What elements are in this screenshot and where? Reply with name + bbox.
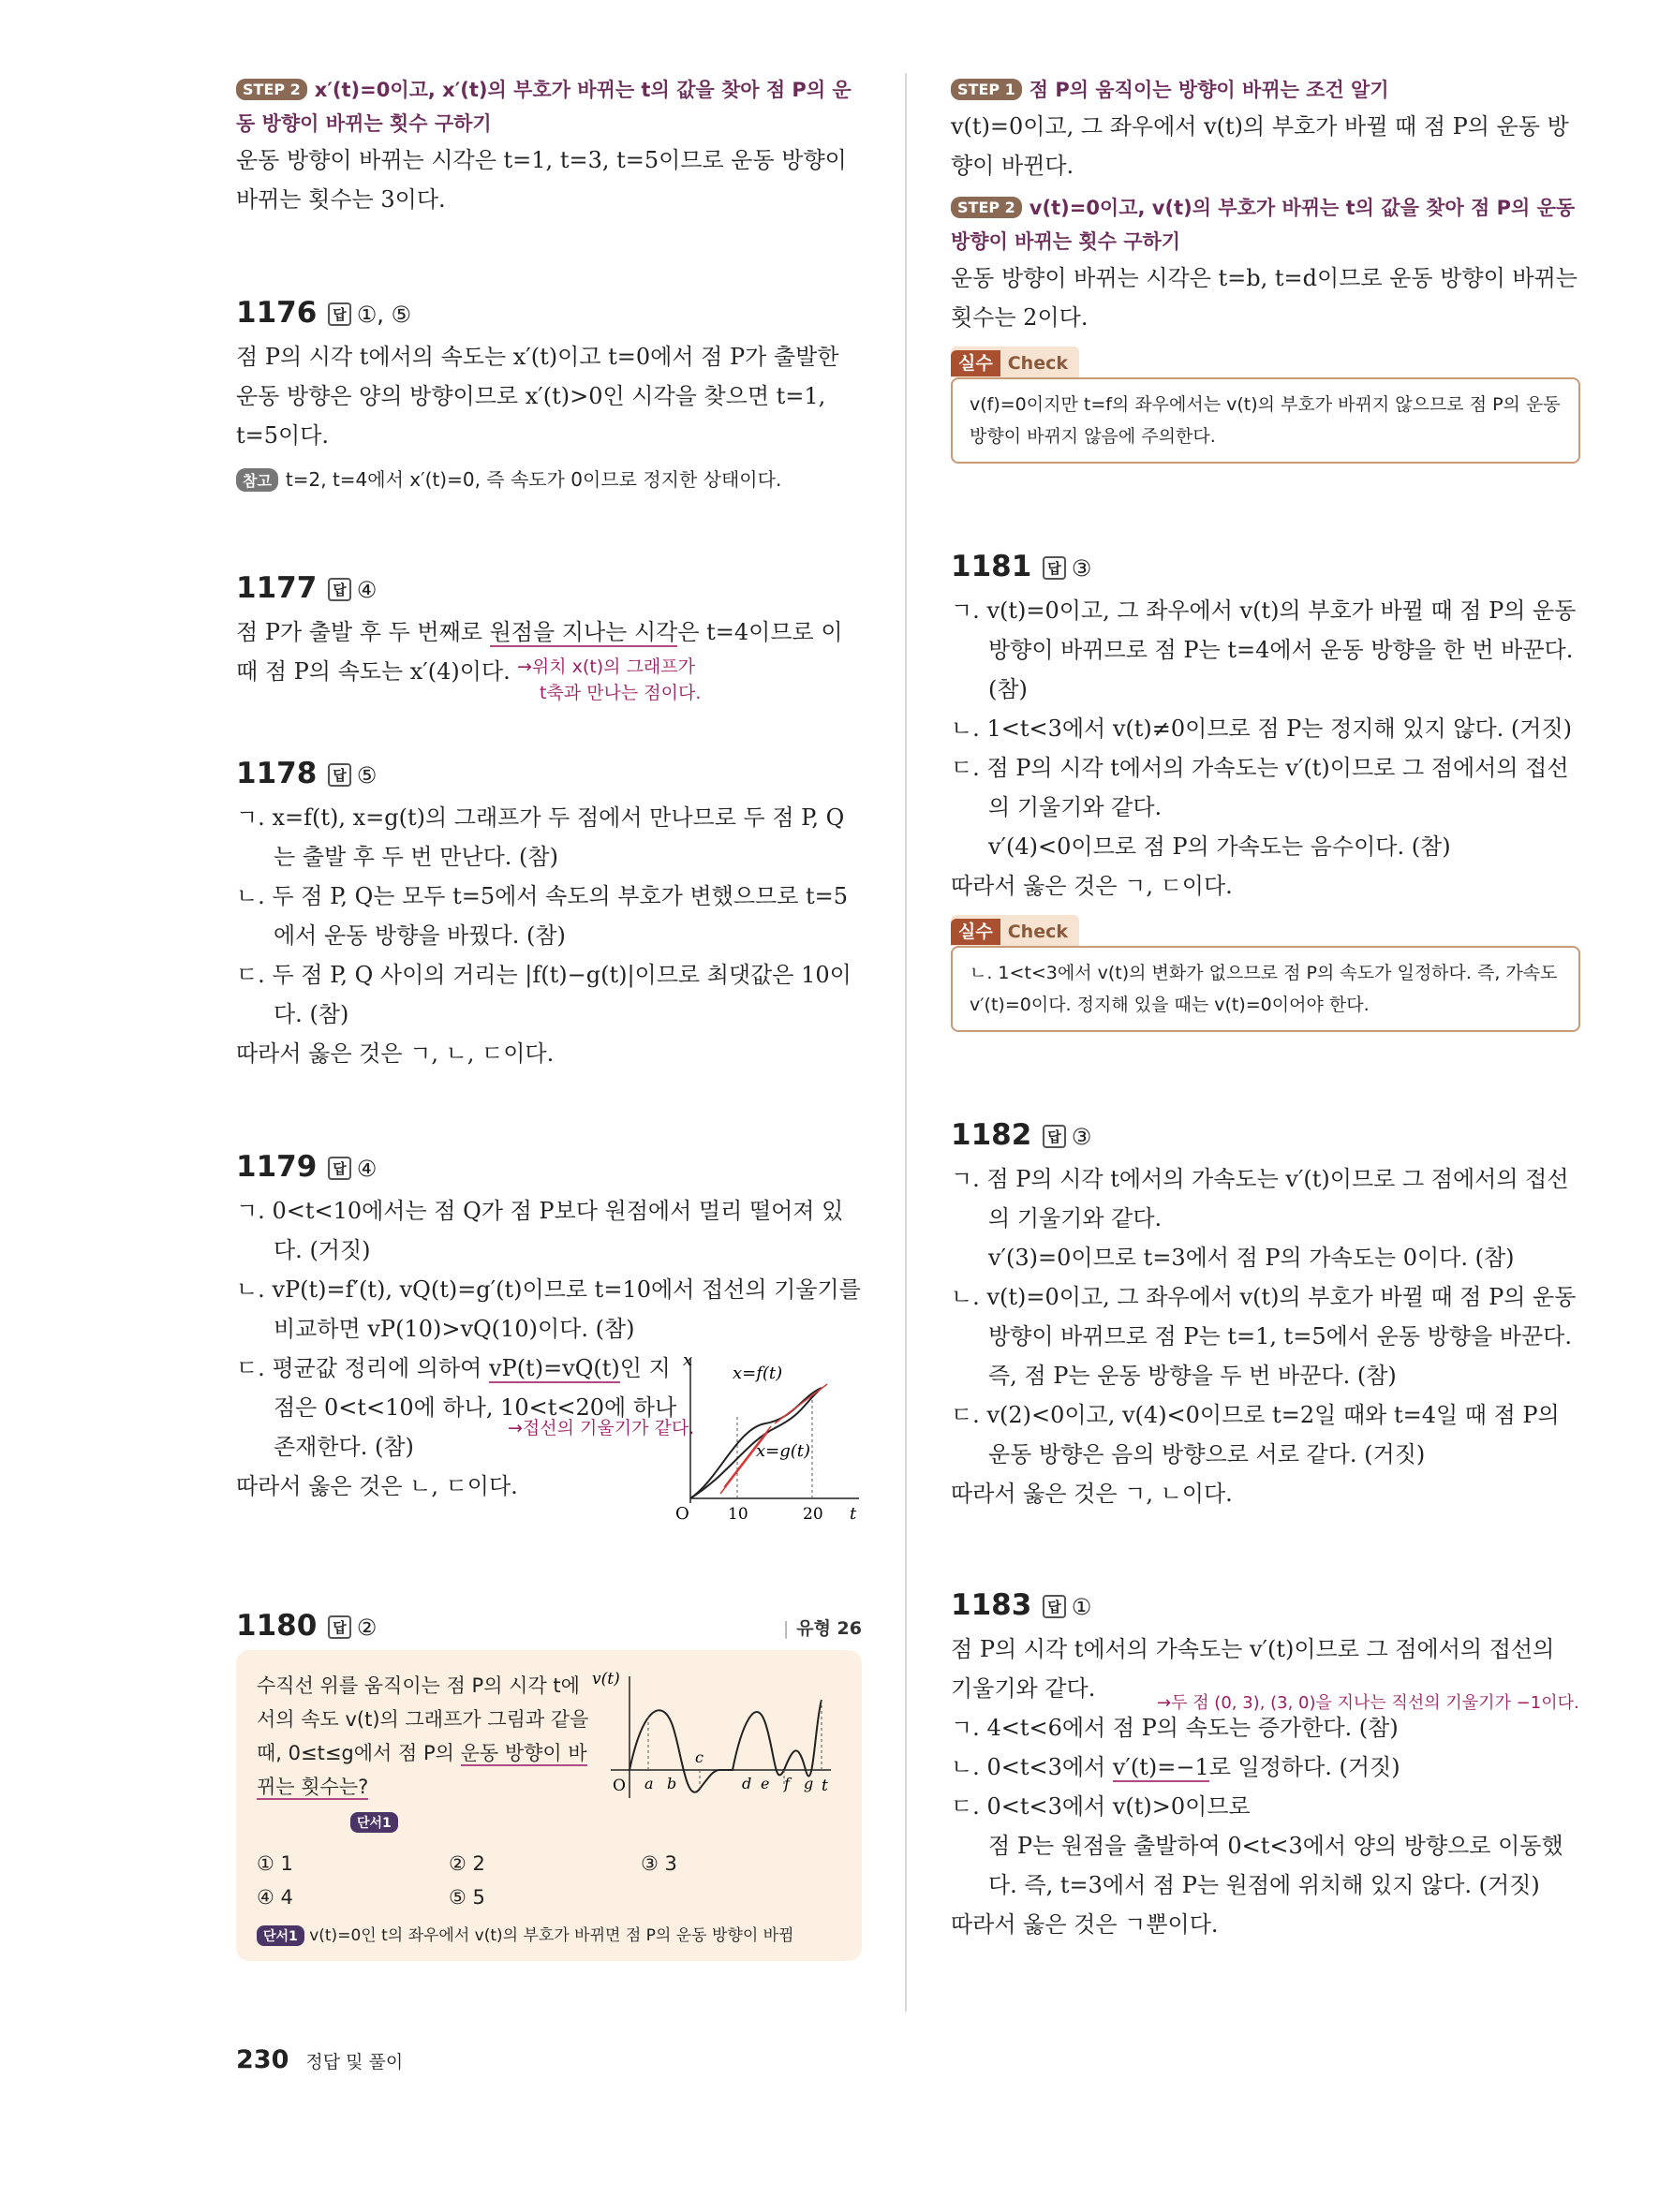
q1179-item-1: ㄱ. 0<t<10에서는 점 Q가 점 P보다 원점에서 멀리 떨어져 있다. (거짓)	[236, 1198, 844, 1263]
q1176-body: 점 P의 시각 t에서의 속도는 x′(t)이고 t=0에서 점 P가 출발한 운동 방향은 양의 방향이므로 x′(t)>0인 시각을 찾으면 t=1, t=5이다.	[236, 344, 839, 449]
label-d: d	[742, 1775, 752, 1792]
q1178-item-3: ㄷ. 두 점 P, Q 사이의 거리는 |f(t)−g(t)|이므로 최댓값은 10이다. (참)	[236, 962, 852, 1027]
step2-badge: STEP 2	[951, 197, 1022, 218]
q1177-body-b: 은 t=4이므로 이때 점 P의 속도는 x′(4)이다.	[236, 619, 843, 685]
right-step1-heading	[951, 73, 1580, 107]
q1180-answer: ②	[356, 1615, 378, 1641]
answer-icon: 답	[1043, 556, 1066, 580]
label-f: f	[784, 1775, 790, 1792]
q1181-item-3b: v′(4)<0이므로 점 P의 가속도는 음수이다. (참)	[988, 833, 1451, 860]
t-axis-label: t	[822, 1777, 828, 1795]
q1181-header	[951, 550, 1580, 583]
q1178-answer: ⑤	[356, 762, 378, 789]
tick-10: 10	[728, 1505, 748, 1524]
q1179-answer: ④	[356, 1156, 378, 1182]
clue-text: v(t)=0인 t의 좌우에서 v(t)의 부호가 바뀌면 점 P의 운동 방향이 바뀜	[309, 1926, 794, 1945]
q1177-header	[236, 571, 862, 605]
footer-label: 정답 및 풀이	[305, 2052, 404, 2072]
step1-badge: STEP 1	[951, 79, 1022, 100]
q1183-number: 1183	[951, 1588, 1032, 1622]
q1179-graph	[662, 1339, 868, 1526]
label-e: e	[761, 1775, 770, 1792]
q1183-item2-b: 로 일정하다. (거짓)	[1208, 1754, 1400, 1780]
q1178-header	[236, 757, 862, 790]
q1177-annot1: →위치 x(t)의 그래프가	[517, 656, 695, 677]
step2-body: 운동 방향이 바뀌는 시각은 t=1, t=3, t=5이므로 운동 방향이 바뀌는 횟수는 3이다.	[236, 147, 847, 213]
g-label: x=g(t)	[756, 1441, 811, 1461]
q1179-header	[236, 1150, 862, 1184]
tangent-3	[775, 1384, 827, 1423]
q1183-item-3: ㄷ. 0<t<3에서 v(t)>0이므로	[951, 1793, 1251, 1820]
step2-heading	[236, 73, 862, 140]
q1180-underlined: 운동 방향이 바뀌는 횟수는?	[257, 1742, 587, 1798]
q1179-item-2: ㄴ. vP(t)=f′(t), vQ(t)=g′(t)이므로 t=10에서 접선의 기울기를 비교하면 vP(10)>vQ(10)이다. (참)	[236, 1276, 861, 1342]
right-column	[951, 73, 1580, 1944]
left-column	[236, 73, 862, 1961]
check-tag: 실수	[951, 350, 1000, 376]
q1179-underlined: vP(t)=vQ(t)	[488, 1355, 620, 1381]
answer-icon: 답	[1043, 1595, 1066, 1618]
v-axis-label: v(t)	[592, 1670, 620, 1688]
choice-1: ① 1	[257, 1852, 293, 1875]
q1180-graph	[592, 1667, 836, 1807]
q1182-answer: ③	[1071, 1124, 1092, 1150]
q1176-header	[236, 296, 862, 330]
q1181-item-3: ㄷ. 점 P의 시각 t에서의 가속도는 v′(t)이므로 그 점에서의 접선의 기울기와 같다.	[951, 755, 1569, 820]
q1180-type: | 유형 26	[783, 1615, 862, 1640]
label-c: c	[695, 1748, 704, 1766]
note-tag: 참고	[236, 468, 278, 492]
q1181-conclusion: 따라서 옳은 것은 ㄱ, ㄷ이다.	[951, 873, 1233, 899]
q1179-annotation: →접선의 기울기가 같다.	[508, 1418, 695, 1438]
q1182-item-1b: v′(3)=0이므로 t=3에서 점 P의 가속도는 0이다. (참)	[988, 1245, 1515, 1271]
choice-3: ③ 3	[641, 1852, 677, 1875]
q1177-body-a: 점 P가 출발 후 두 번째로	[236, 619, 490, 645]
column-divider	[905, 73, 907, 2012]
q1180-number: 1180	[236, 1609, 318, 1643]
q1180-header	[236, 1609, 862, 1643]
choice-5: ⑤ 5	[449, 1886, 485, 1909]
choice-4: ④ 4	[257, 1886, 293, 1909]
page-footer	[236, 2045, 403, 2074]
q1177-answer: ④	[356, 577, 378, 603]
answer-icon: 답	[328, 302, 351, 326]
q1180-problem	[257, 1669, 594, 1837]
label-a: a	[644, 1775, 654, 1792]
q1183-item-1: ㄱ. 4<t<6에서 점 P의 속도는 증가한다. (참)	[951, 1715, 1399, 1741]
q1176-number: 1176	[236, 296, 318, 330]
q1176-answer: ①, ⑤	[356, 302, 412, 328]
q1183-item-3b: 점 P는 원점을 출발하여 0<t<3에서 양의 방향으로 이동했다. 즉, t=3에서 점 P는 원점에 위치해 있지 않다. (거짓)	[988, 1833, 1563, 1898]
right-step2-heading	[951, 191, 1580, 258]
q1177-annot2: t축과 만나는 점이다.	[540, 683, 702, 703]
label-g: g	[804, 1775, 814, 1792]
q1180-clue	[257, 1922, 841, 1946]
q1183-underlined: v′(t)=−1	[1112, 1754, 1209, 1780]
step2-heading-text: x′(t)=0이고, x′(t)의 부호가 바뀌는 t의 값을 찾아 점 P의 운동 방향이 바뀌는 횟수 구하기	[236, 79, 852, 135]
q1181-item-1: ㄱ. v(t)=0이고, 그 좌우에서 v(t)의 부호가 바뀔 때 점 P의 운동 방향이 바뀌므로 점 P는 t=4에서 운동 방향을 한 번 바꾼다. (참)	[951, 597, 1577, 702]
q1181-number: 1181	[951, 550, 1032, 583]
origin-label: O	[613, 1777, 626, 1795]
q1181-answer: ③	[1071, 555, 1092, 582]
right-step2-text: v(t)=0이고, v(t)의 부호가 바뀌는 t의 값을 찾아 점 P의 운동 방향이 바뀌는 횟수 구하기	[951, 197, 1576, 253]
check-box-2	[951, 915, 1580, 1032]
check-box-1	[951, 347, 1580, 464]
q1183-body: 점 P의 시각 t에서의 가속도는 v′(t)이므로 그 점에서의 접선의 기울기와 같다.	[951, 1636, 1555, 1702]
q1183-annotation: →두 점 (0, 3), (3, 0)을 지나는 직선의 기울기가 −1이다.	[1157, 1693, 1579, 1713]
q1182-item-2: ㄴ. v(t)=0이고, 그 좌우에서 v(t)의 부호가 바뀔 때 점 P의 운동 방향이 바뀌므로 점 P는 t=1, t=5에서 운동 방향을 바꾼다. 즉, 점 P는 운동 방향을 두 번 바꾼다. (참)	[951, 1284, 1577, 1389]
right-step2-body: 운동 방향이 바뀌는 시각은 t=b, t=d이므로 운동 방향이 바뀌는 횟수는 2이다.	[951, 265, 1578, 331]
q1179-annot-text: 접선의 기울기가 같다.	[522, 1418, 695, 1438]
answer-icon: 답	[328, 578, 351, 601]
check-body: v(f)=0이지만 t=f의 좌우에서는 v(t)의 부호가 바뀌지 않으므로 점 P의 운동 방향이 바뀌지 않음에 주의한다.	[951, 377, 1580, 464]
answer-icon: 답	[328, 1615, 351, 1639]
q1179-item3-a: ㄷ. 평균값 정리에 의하여	[236, 1355, 489, 1381]
answer-icon: 답	[328, 1157, 351, 1180]
q1180-problem-text: 수직선 위를 움직이는 점 P의 시각 t에서의 속도 v(t)의 그래프가 그림과 같을 때, 0≤t≤g에서 점 P의	[257, 1674, 589, 1764]
q1179-item3-b: 인 지점은 0<t<10에 하나, 10<t<20에 하나 존재한다. (참)	[274, 1355, 677, 1460]
q1176-note	[236, 465, 862, 494]
right-step1-body: v(t)=0이고, 그 좌우에서 v(t)의 부호가 바뀔 때 점 P의 운동 방향이 바뀐다.	[951, 113, 1569, 179]
q1178-item-2: ㄴ. 두 점 P, Q는 모두 t=5에서 속도의 부호가 변했으므로 t=5에서 운동 방향을 바꿨다. (참)	[236, 883, 849, 949]
check-body: ㄴ. 1<t<3에서 v(t)의 변화가 없으므로 점 P의 속도가 일정하다. 즉, 가속도 v′(t)=0이다. 정지해 있을 때는 v(t)=0이어야 한다.	[951, 946, 1580, 1032]
f-label: x=f(t)	[733, 1364, 783, 1383]
q1180-choices	[257, 1847, 841, 1914]
q1182-header	[951, 1118, 1580, 1152]
q1180-problem-box	[236, 1650, 862, 1961]
clue-tag-2: 단서1	[257, 1925, 304, 1946]
q1183-conclusion: 따라서 옳은 것은 ㄱ뿐이다.	[951, 1911, 1219, 1938]
q1182-number: 1182	[951, 1118, 1032, 1152]
q1178-item-1: ㄱ. x=f(t), x=g(t)의 그래프가 두 점에서 만나므로 두 점 P, Q는 출발 후 두 번 만난다. (참)	[236, 804, 845, 870]
q1179-conclusion: 따라서 옳은 것은 ㄴ, ㄷ이다.	[236, 1473, 518, 1499]
x-axis-label: x	[683, 1350, 693, 1370]
q1183-header	[951, 1588, 1580, 1622]
check-tag: 실수	[951, 919, 1000, 945]
right-step1-text: 점 P의 움직이는 방향이 바뀌는 조건 알기	[1029, 79, 1389, 101]
label-b: b	[667, 1775, 677, 1792]
q1182-item-1: ㄱ. 점 P의 시각 t에서의 가속도는 v′(t)이므로 그 점에서의 접선의 기울기와 같다.	[951, 1166, 1569, 1231]
q1177-underlined: 원점을 지나는 시각	[489, 619, 678, 645]
q1182-item-3: ㄷ. v(2)<0이고, v(4)<0이므로 t=2일 때와 t=4일 때 점 P의 운동 방향은 음의 방향으로 서로 같다. (거짓)	[951, 1402, 1560, 1467]
choice-2: ② 2	[449, 1852, 485, 1875]
velocity-curve	[630, 1700, 822, 1792]
tick-20: 20	[803, 1505, 823, 1524]
check-header	[951, 915, 1079, 946]
q1177-number: 1177	[236, 571, 318, 605]
q1176-note-text: t=2, t=4에서 x′(t)=0, 즉 속도가 0이므로 정지한 상태이다.	[285, 468, 782, 491]
q1183-item-2	[951, 1747, 1580, 1787]
q1183-answer: ①	[1071, 1594, 1092, 1620]
check-header	[951, 347, 1079, 377]
check-label: Check	[1007, 922, 1068, 942]
q1182-conclusion: 따라서 옳은 것은 ㄱ, ㄴ이다.	[951, 1481, 1233, 1507]
clue-tag: 단서1	[350, 1812, 398, 1833]
q1179-number: 1179	[236, 1150, 318, 1184]
q1181-item-2: ㄴ. 1<t<3에서 v(t)≠0이므로 점 P는 정지해 있지 않다. (거짓)	[951, 715, 1573, 742]
page-number: 230	[236, 2045, 289, 2074]
check-label: Check	[1007, 353, 1068, 374]
q1183-item2-a: ㄴ. 0<t<3에서	[951, 1754, 1113, 1780]
q1178-number: 1178	[236, 757, 318, 790]
t-axis-label: t	[850, 1504, 857, 1524]
q1177-annotation	[517, 654, 701, 706]
q1178-conclusion: 따라서 옳은 것은 ㄱ, ㄴ, ㄷ이다.	[236, 1040, 555, 1067]
answer-icon: 답	[1043, 1125, 1066, 1148]
q1179-item-3	[236, 1349, 686, 1467]
step2-badge: STEP 2	[236, 79, 307, 100]
answer-icon: 답	[328, 763, 351, 787]
origin-label: O	[675, 1504, 689, 1524]
